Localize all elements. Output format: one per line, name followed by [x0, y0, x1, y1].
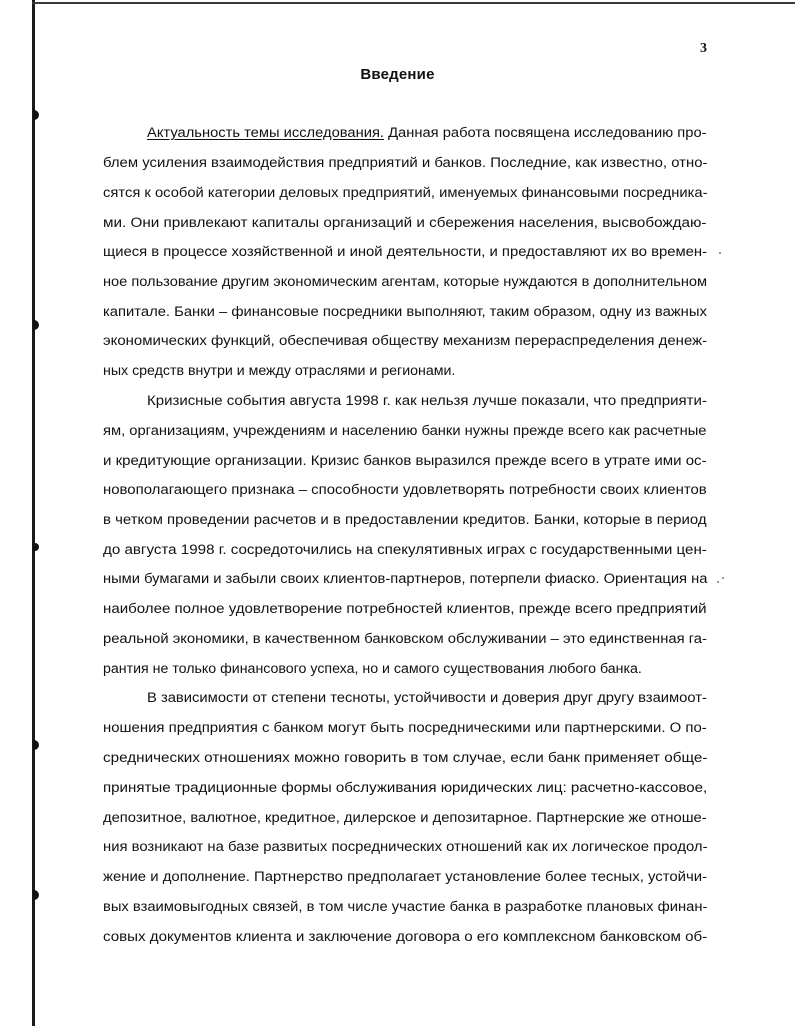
text-line: сятся к особой категории деловых предприятий, именуемых финансовыми посредника-	[103, 185, 708, 201]
text-line: ное пользование другим экономическим агентам, которые нуждаются в дополнительном	[103, 274, 708, 290]
text-line: ния возникают на базе развитых посреднических отношений как их логическое продол-	[103, 839, 708, 855]
text-line: реальной экономики, в качественном банковском обслуживании – это единственная га-	[103, 631, 707, 647]
text-line: вых взаимовыгодных связей, в том числе участие банка в разработке плановых финан-	[103, 899, 708, 915]
text-line: ными бумагами и забыли своих клиентов-партнеров, потерпели фиаско. Ориентация на	[103, 571, 708, 587]
binding-hole-mark	[33, 110, 39, 120]
scan-speck	[717, 581, 719, 583]
topic-relevance-heading: Актуальность темы исследования.	[147, 125, 385, 141]
section-title: Введение	[360, 66, 435, 83]
text-line: до августа 1998 г. сосредоточились на спекулятивных играх с государственными цен-	[103, 542, 707, 558]
binding-hole-mark	[33, 890, 39, 900]
text-line: новополагающего признака – способности удовлетворять потребности своих клиентов	[103, 482, 707, 498]
binding-hole-mark	[33, 543, 39, 551]
text-line: Кризисные события августа 1998 г. как нельзя лучше показали, что предприяти-	[147, 393, 707, 409]
text-line: совых документов клиента и заключение договора о его комплексном банковском об-	[103, 929, 708, 945]
binding-hole-mark	[33, 740, 39, 750]
text-line: В зависимости от степени тесноты, устойчивости и доверия друг другу взаимоот-	[147, 690, 707, 706]
text-line: среднических отношениях можно говорить в том случае, если банк применяет обще-	[103, 750, 708, 766]
text-line: ям, организациям, учреждениям и населению банки нужны прежде всего как расчетные	[103, 423, 707, 439]
text-line	[147, 124, 707, 142]
text-line: ношения предприятия с банком могут быть посредническими или партнерскими. О по-	[103, 720, 707, 736]
scan-speck	[719, 252, 721, 254]
text-line: экономических функций, обеспечивая обществу механизм перераспределения денеж-	[103, 333, 708, 349]
text-line-tail: Данная работа посвящена исследованию про-	[384, 125, 707, 141]
text-line: в четком проведении расчетов и в предоставлении кредитов. Банки, которые в период	[103, 512, 707, 528]
binding-hole-mark	[33, 320, 39, 330]
text-line: ми. Они привлекают капиталы организаций и сбережения населения, высвобождаю-	[103, 215, 707, 231]
page-number: 3	[700, 41, 707, 56]
text-line: блем усиления взаимодействия предприятий и банков. Последние, как известно, отно-	[103, 155, 708, 171]
text-line: принятые традиционные формы обслуживания юридических лиц: расчетно-кассовое,	[103, 780, 708, 796]
scan-speck	[722, 577, 724, 579]
text-line: рантия не только финансового успеха, но и самого существования любого банка.	[103, 661, 642, 677]
scan-top-edge	[32, 2, 795, 4]
scan-left-edge	[32, 0, 35, 1026]
text-line: депозитное, валютное, кредитное, дилерское и депозитарное. Партнерские же отноше-	[103, 810, 707, 826]
text-line: и кредитующие организации. Кризис банков выразился прежде всего в утрате ими ос-	[103, 453, 707, 469]
text-line: капитале. Банки – финансовые посредники выполняют, таким образом, одну из важных	[103, 304, 707, 320]
text-line: щиеся в процессе хозяйственной и иной деятельности, и предоставляют их во времен-	[103, 244, 708, 260]
text-line: наиболее полное удовлетворение потребностей клиентов, прежде всего предприятий	[103, 601, 707, 617]
text-line: жение и дополнение. Партнерство предполагает установление более тесных, устойчи-	[103, 869, 708, 885]
text-line: ных средств внутри и между отраслями и регионами.	[103, 363, 456, 379]
